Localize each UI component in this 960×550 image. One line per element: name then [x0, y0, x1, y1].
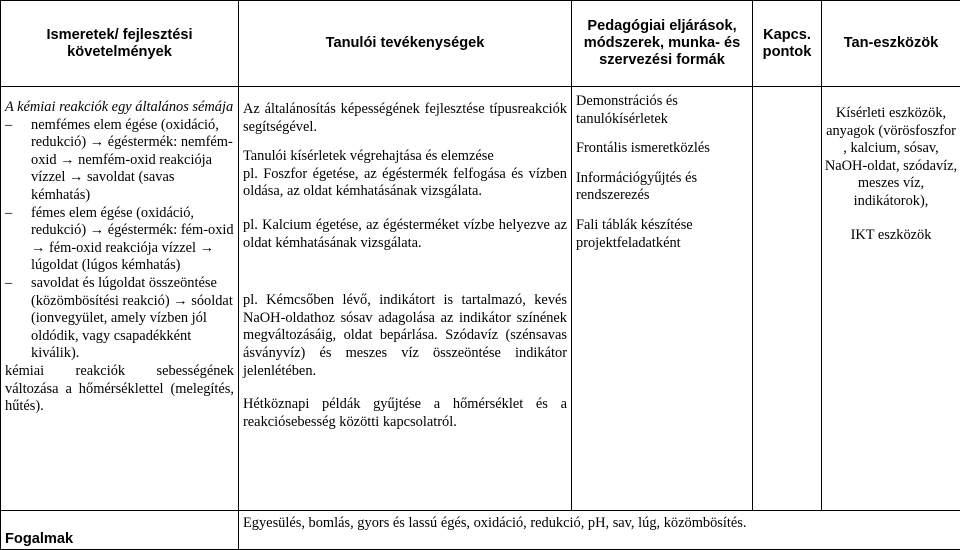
dash-icon: – [5, 205, 31, 223]
header-row [1, 1, 960, 87]
content-row [1, 87, 960, 511]
knowledge-closing: kémiai reakciók sebességének változása a hőmérséklettel (melegítés, hűtés). [5, 363, 234, 416]
header-methods: Pedagógiai eljárások, módszerek, munka- és szervezési formák [572, 1, 753, 87]
activity-text: Tanulói kísérletek végrehajtása és elemzése [243, 148, 567, 166]
activity-text: Az általánosítás képességének fejlesztése típusreakciók segítségével. [243, 101, 567, 136]
footer-row [1, 511, 960, 550]
tools-cell [822, 87, 960, 511]
knowledge-item: – nemfémes elem égése (oxidáció, redukció) → égéstermék: nemfém-oxid → nemfém-oxid reakciója vízzel → savoldat (savas kémhatás) [5, 117, 234, 205]
knowledge-cell [1, 87, 239, 511]
activities-cell [239, 87, 572, 511]
knowledge-item: – savoldat és lúgoldat összeöntése (közömbösítési reakció) → sóoldat (ionvegyület, amely vízben jól oldódik, vagy csapadékként kiválik). [5, 275, 234, 363]
activity-text: pl. Kalcium égetése, az égésterméket vízbe helyezve az oldat kémhatásának vizsgálata. [243, 217, 567, 252]
methods-cell [572, 87, 753, 511]
header-knowledge: Ismeretek/ fejlesztési követelmények [1, 1, 239, 87]
tools-text: Kísérleti eszközök, anyagok (vörösfoszfor , kalcium, sósav, NaOH-oldat, szódavíz, meszes víz, indikátorok), [824, 105, 958, 211]
knowledge-item: – fémes elem égése (oxidáció, redukció) → égéstermék: fém-oxid → fém-oxid reakciója vízzel → lúgoldat (lúgos kémhatás) [5, 205, 234, 275]
activity-text: Hétköznapi példák gyűjtése a hőmérséklet és a reakciósebesség közötti kapcsolatról. [243, 396, 567, 431]
concepts-label: Fogalmak [1, 511, 239, 550]
activity-text: pl. Foszfor égetése, az égéstermék felfogása és vízben oldása, az oldat kémhatásának vizsgálata. [243, 166, 567, 201]
header-connections: Kapcs. pontok [753, 1, 822, 87]
method-item: Információgyűjtés és rendszerezés [576, 170, 748, 205]
concepts-text: Egyesülés, bomlás, gyors és lassú égés, oxidáció, redukció, pH, sav, lúg, közömbösítés. [239, 511, 960, 550]
method-item: Fali táblák készítése projektfeladatként [576, 217, 748, 252]
connections-cell [753, 87, 822, 511]
dash-icon: – [5, 117, 31, 135]
header-activities: Tanulói tevékenységek [239, 1, 572, 87]
dash-icon: – [5, 275, 31, 293]
method-item: Frontális ismeretközlés [576, 140, 748, 158]
knowledge-title: A kémiai reakciók egy általános sémája [5, 99, 234, 117]
header-tools: Tan-eszközök [822, 1, 960, 87]
tools-text: IKT eszközök [824, 227, 958, 245]
activity-text: pl. Kémcsőben lévő, indikátort is tartalmazó, kevés NaOH-oldathoz sósav adagolása az indikátor színének megváltozásáig, oldat bepárlása. Szódavíz (szénsavas ásványvíz) és meszes víz összeöntése indikátor jelenlétében. [243, 292, 567, 380]
method-item: Demonstrációs és tanulókísérletek [576, 93, 748, 128]
